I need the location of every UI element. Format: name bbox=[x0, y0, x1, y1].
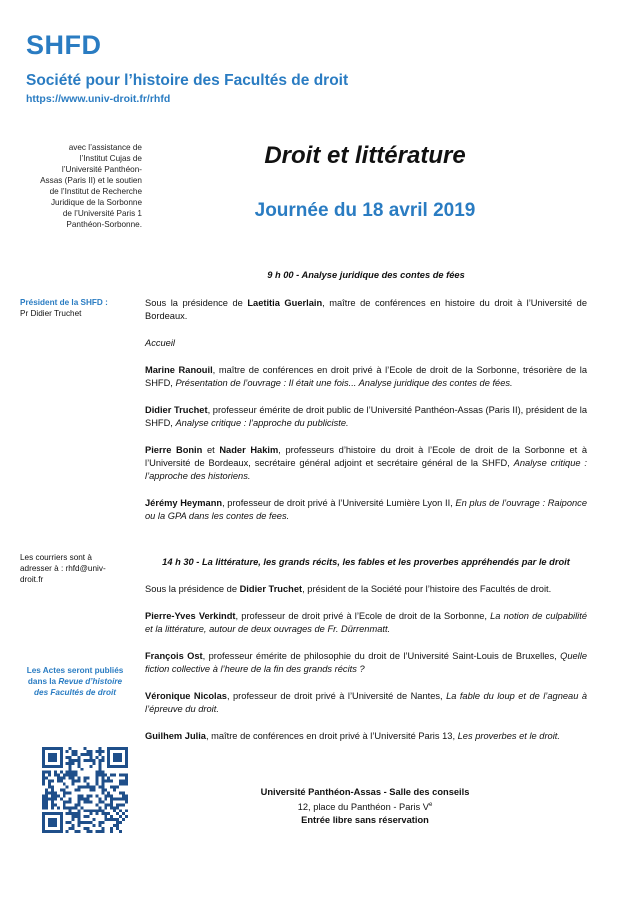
talk-nicolas: Véronique Nicolas, professeur de droit privé à l’Université de Nantes, La fable du loup et de l’agneau à l’épreuve du droit. bbox=[145, 691, 587, 714]
venue-entry: Entrée libre sans réservation bbox=[301, 815, 429, 826]
afternoon-presidence: Sous la présidence de Didier Truchet, président de la Société pour l’histoire des Facultés de droit. bbox=[145, 584, 552, 594]
talk-julia: Guilhem Julia, maître de conférences en droit privé à l’Université Paris 13, Les proverbes et le droit. bbox=[145, 731, 560, 741]
accueil: Accueil bbox=[145, 338, 175, 348]
venue-address: 12, place du Panthéon - Paris Ve bbox=[297, 802, 433, 813]
venue-info bbox=[150, 786, 580, 827]
talk-ost: François Ost, professeur émérite de philosophie du droit de l’Université Saint-Louis de Bruxelles, Quelle fiction collective à l’heure de la fin des grands récits ? bbox=[145, 651, 587, 674]
page-title: Droit et littérature bbox=[264, 142, 466, 169]
event-date: Journée du 18 avril 2019 bbox=[254, 200, 476, 221]
talk-verkindt: Pierre-Yves Verkindt, professeur de droit privé à l’Ecole de droit de la Sorbonne, La notion de culpabilité et la littérature, autour de deux ouvrages de Fr. Dürrenmatt. bbox=[145, 611, 587, 634]
venue-name: Université Panthéon-Assas - Salle des conseils bbox=[260, 787, 470, 797]
qr-code-icon bbox=[42, 747, 128, 833]
actes-note: Les Actes seront publiés dans la Revue d’histoire des Facultés de droit bbox=[26, 666, 124, 697]
talk-ranouil: Marine Ranouil, maître de conférences en droit privé à l’Ecole de droit de la Sorbonne, trésorière de la SHFD, Présentation de l’ouvrage : Il était une fois... Analyse juridique des contes de fées. bbox=[145, 365, 587, 388]
president-label: Président de la SHFD : bbox=[20, 298, 108, 307]
president-name: Pr Didier Truchet bbox=[20, 309, 82, 318]
morning-presidence: Sous la présidence de Laetitia Guerlain, maître de conférences en histoire du droit à l’Université de Bordeaux. bbox=[145, 298, 587, 321]
afternoon-program bbox=[145, 583, 587, 743]
mail-note: Les courriers sont à adresser à : rhfd@univ- droit.fr bbox=[20, 553, 106, 584]
website-link[interactable]: https://www.univ-droit.fr/rhfd bbox=[26, 93, 171, 105]
talk-bonin-hakim: Pierre Bonin et Nader Hakim, professeurs d’histoire du droit à l’Ecole de droit de la Sorbonne et à l’Université de Bordeaux, secrétaire général adjoint et secrétaire général de la SHFD, Analyse critique : l’approche des historiens. bbox=[145, 445, 588, 481]
organization-name: Société pour l’histoire des Facultés de droit bbox=[26, 72, 349, 89]
assistance-note: avec l’assistance de l’Institut Cujas de l’Université Panthéon- Assas (Paris II) et le soutien de l’Institut de Recherche Juridique de la Sorbonne de l’Université Paris 1 Panthéon-Sorbonne. bbox=[40, 143, 142, 229]
afternoon-session-heading: 14 h 30 - La littérature, les grands récits, les fables et les proverbes appréhendés par le droit bbox=[162, 557, 570, 567]
morning-program bbox=[145, 297, 587, 523]
talk-truchet: Didier Truchet, professeur émérite de droit public de l’Université Panthéon-Assas (Paris II), président de la SHFD, Analyse critique : l’approche du publiciste. bbox=[145, 405, 587, 428]
talk-heymann: Jérémy Heymann, professeur de droit privé à l’Université Lumière Lyon II, En plus de l’ouvrage : Raiponce ou la GPA dans les contes de fees. bbox=[145, 498, 587, 521]
logo: SHFD bbox=[26, 30, 102, 60]
morning-session-heading: 9 h 00 - Analyse juridique des contes de fées bbox=[267, 270, 465, 280]
